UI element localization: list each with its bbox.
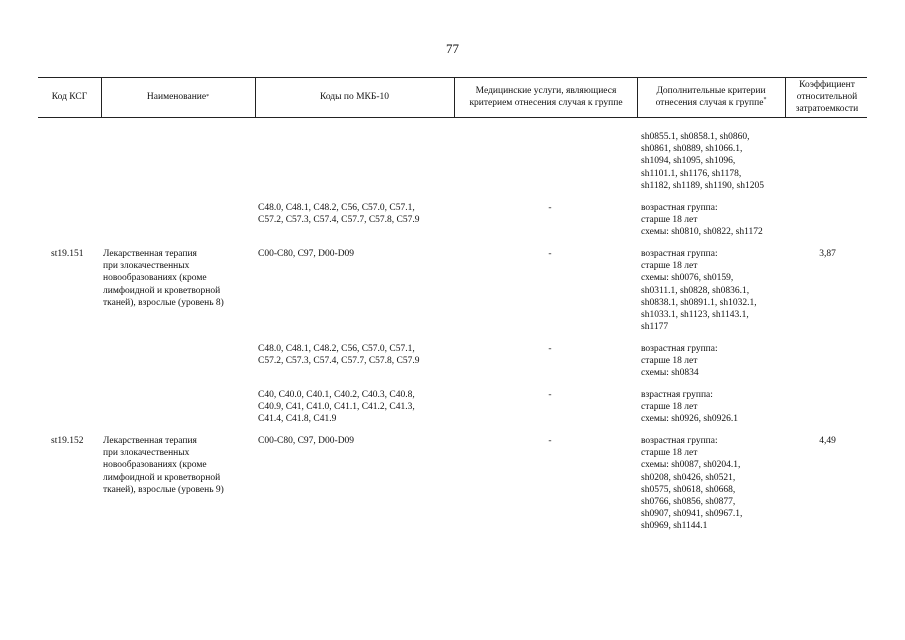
table-cell-criteria: возрастная группа: старше 18 лет схемы: sh0810, sh0822, sh1172 bbox=[641, 203, 763, 238]
page-number: 77 bbox=[446, 41, 459, 56]
table-cell-mkb: C00-C80, C97, D00-D09 bbox=[258, 436, 355, 446]
header-code: Код КСГ bbox=[51, 92, 88, 102]
table-cell-criteria: возрастная группа: старше 18 лет схемы: sh0834 bbox=[641, 344, 718, 379]
table-cell-name: Лекарственная терапия при злокачественных новообразованиях (кроме лимфоидной и кроветворной тканей), взрослые (уровень 9) bbox=[103, 436, 224, 495]
header-name: Наименование * bbox=[146, 92, 210, 102]
table-cell-mkb: C40, C40.0, C40.1, C40.2, C40.3, C40.8, C40.9, C41, C41.0, C41.1, C41.2, C41.3, C41.4, C41.8, C41.9 bbox=[258, 390, 415, 425]
table-cell-code: st19.152 bbox=[51, 436, 84, 446]
table-cell-coef: 4,49 bbox=[819, 436, 836, 446]
column-divider bbox=[454, 77, 455, 117]
table-cell-services: - bbox=[548, 390, 552, 400]
header-criteria: Дополнительные критерии отнесения случая к группе* bbox=[655, 86, 767, 108]
table-cell-criteria: возрастная группа: старше 18 лет схемы: sh0087, sh0204.1, sh0208, sh0426, sh0521, sh0575, sh0618, sh0668, sh0766, sh0856, sh0877, sh0907, sh0941, sh0967.1, sh0969, sh1144.1 bbox=[641, 436, 743, 532]
table-cell-code: st19.151 bbox=[51, 249, 84, 259]
header-coef: Коэффициент относительной затратоемкости bbox=[795, 80, 859, 114]
column-divider bbox=[637, 77, 638, 117]
table-cell-mkb: C00-C80, C97, D00-D09 bbox=[258, 249, 355, 259]
table-cell-criteria: взрастная группа: старше 18 лет схемы: sh0926, sh0926.1 bbox=[641, 390, 738, 425]
table-cell-services: - bbox=[548, 436, 552, 446]
table-cell-criteria: возрастная группа: старше 18 лет схемы: sh0076, sh0159, sh0311.1, sh0828, sh0836.1, sh0838.1, sh0891.1, sh1032.1, sh1033.1, sh1123, sh1143.1, sh1177 bbox=[641, 249, 757, 333]
header-services: Медицинские услуги, являющиеся критерием отнесения случая к группе bbox=[469, 86, 623, 108]
table-cell-coef: 3,87 bbox=[819, 249, 836, 259]
table-cell-services: - bbox=[548, 203, 552, 213]
table-cell-mkb: C48.0, C48.1, C48.2, C56, C57.0, C57.1, C57.2, C57.3, C57.4, C57.7, C57.8, C57.9 bbox=[258, 203, 420, 226]
table-cell-services: - bbox=[548, 249, 552, 259]
table-cell-name: Лекарственная терапия при злокачественных новообразованиях (кроме лимфоидной и кроветворной тканей), взрослые (уровень 8) bbox=[103, 249, 224, 308]
table-header-bottom-rule bbox=[38, 117, 867, 118]
column-divider bbox=[785, 77, 786, 117]
table-cell-criteria: sh0855.1, sh0858.1, sh0860, sh0861, sh0889, sh1066.1, sh1094, sh1095, sh1096, sh1101.1, sh1176, sh1178, sh1182, sh1189, sh1190, sh1205 bbox=[641, 132, 764, 191]
table-cell-services: - bbox=[548, 344, 552, 354]
table-cell-mkb: C48.0, C48.1, C48.2, C56, C57.0, C57.1, C57.2, C57.3, C57.4, C57.7, C57.8, C57.9 bbox=[258, 344, 420, 367]
header-mkb: Коды по МКБ-10 bbox=[319, 92, 390, 102]
